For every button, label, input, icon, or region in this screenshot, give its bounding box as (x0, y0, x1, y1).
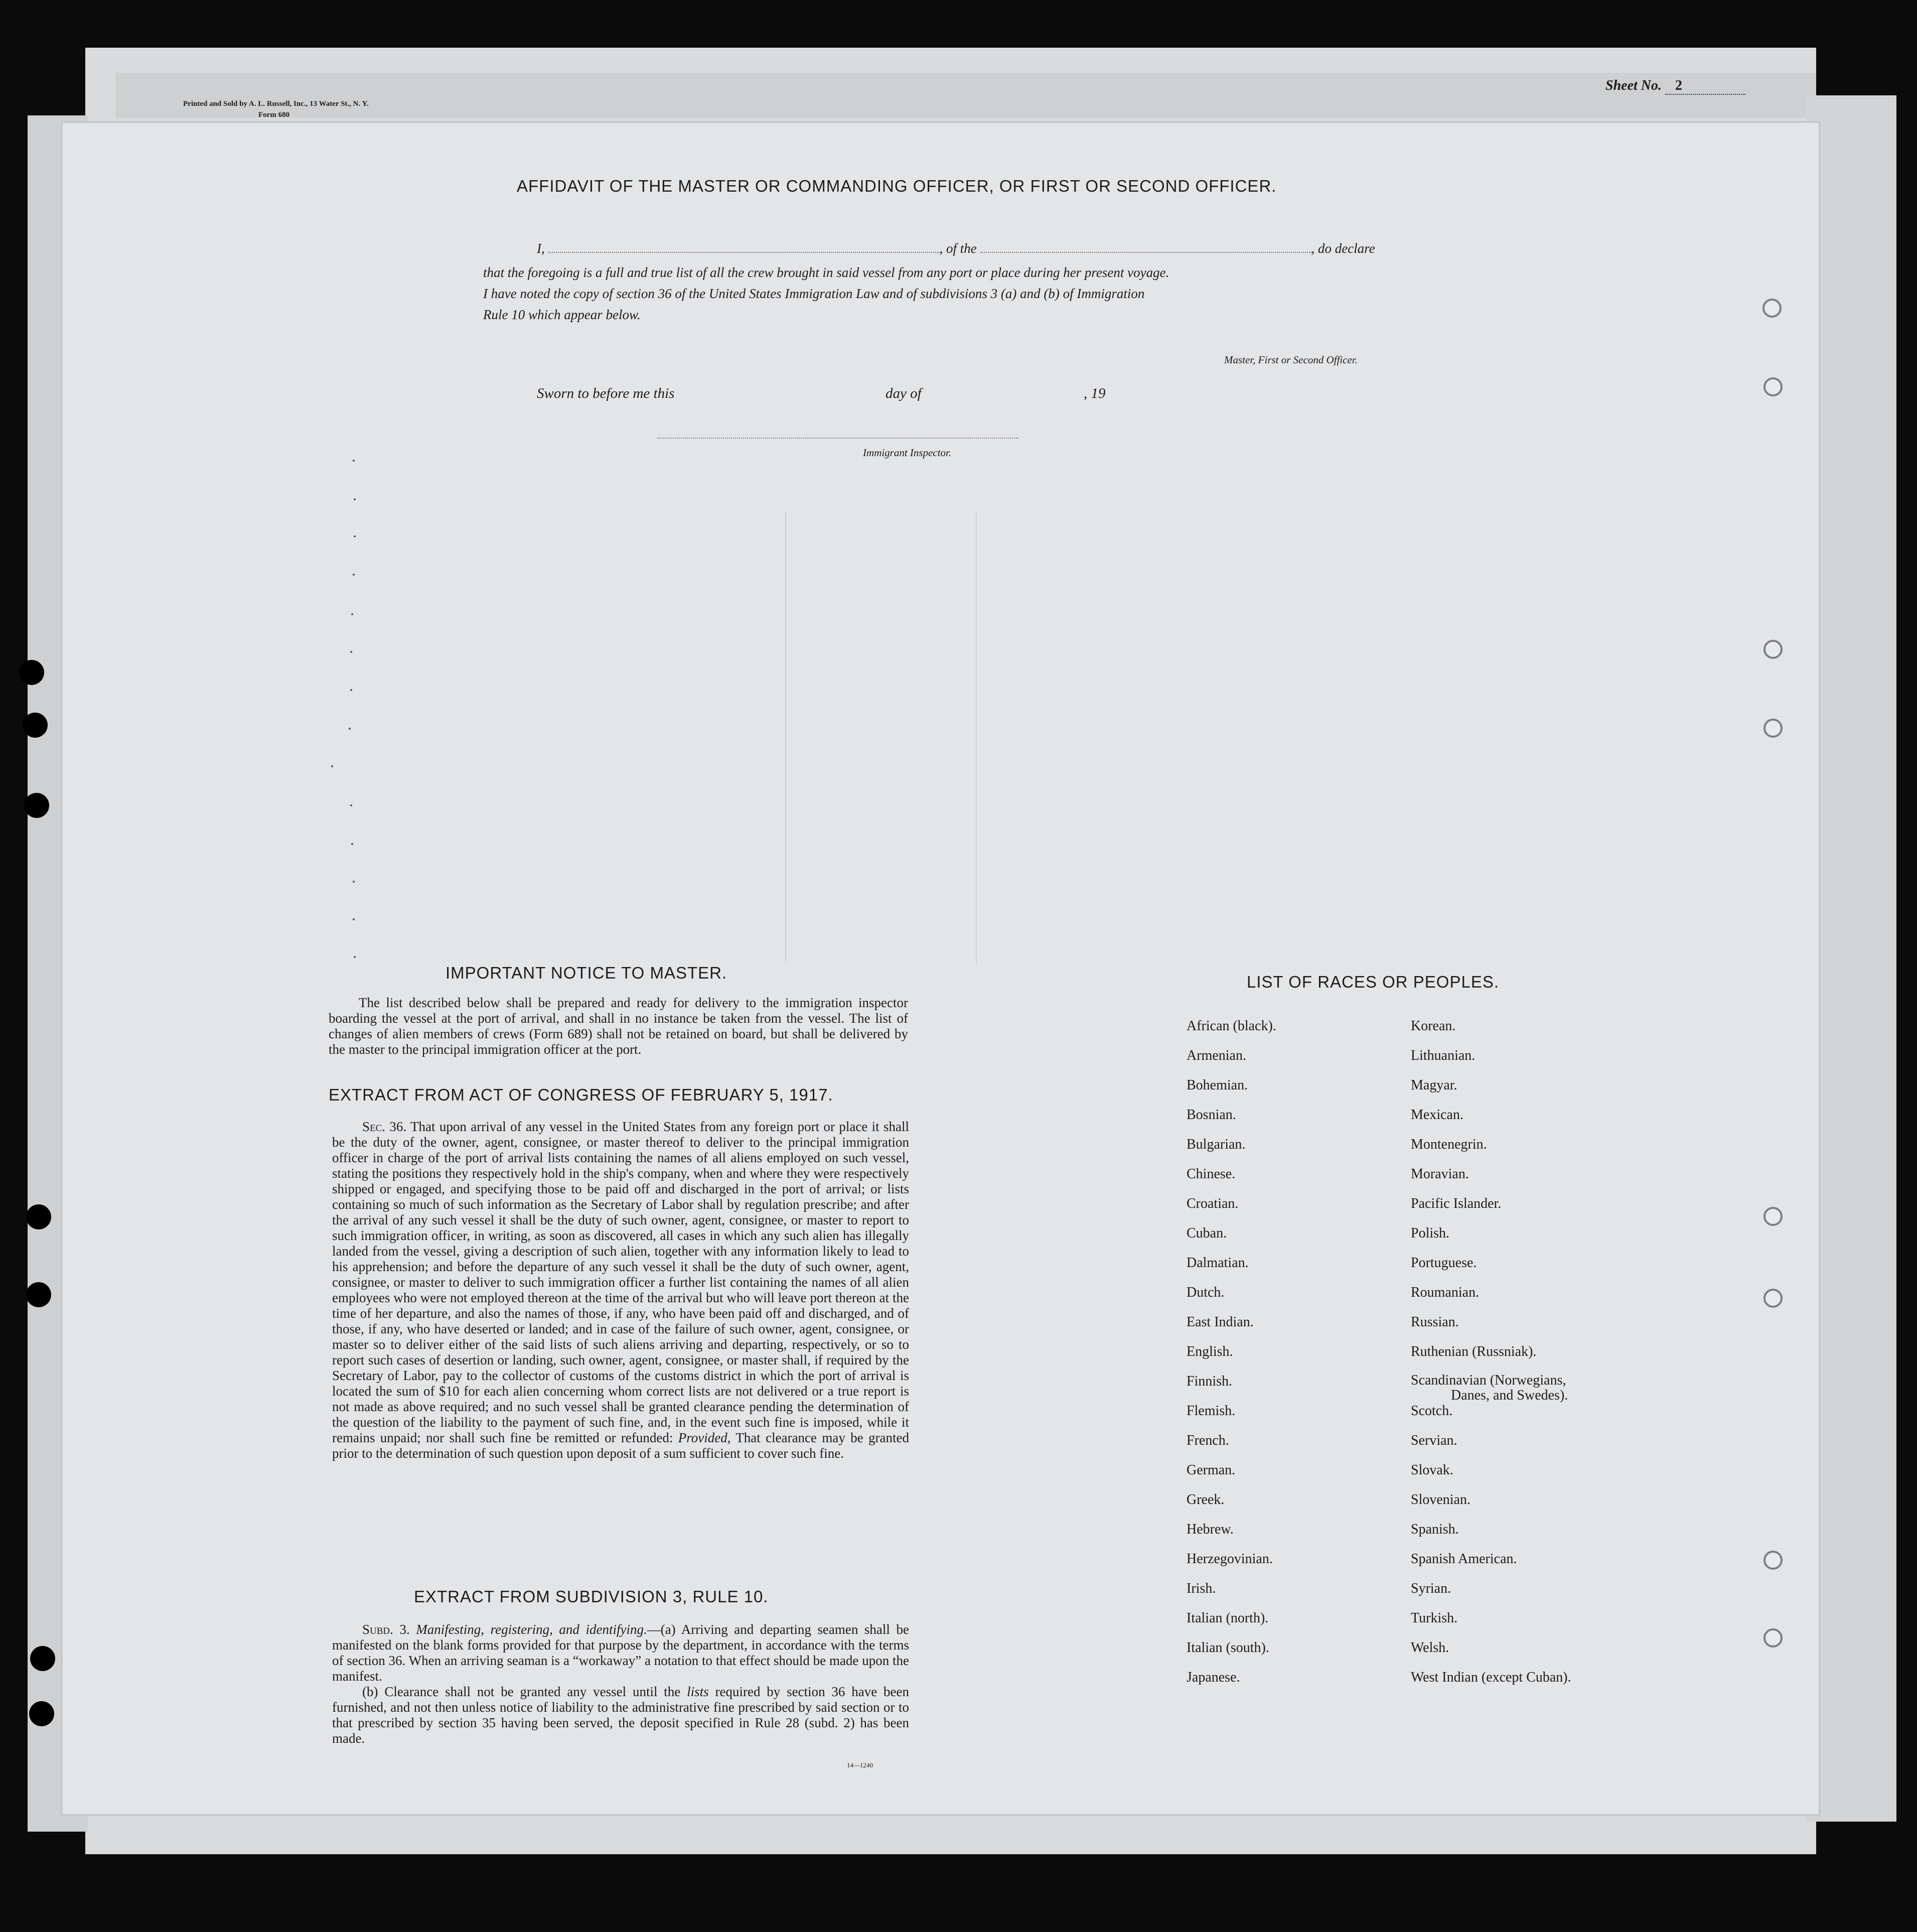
race-item: Mexican. (1411, 1107, 1463, 1123)
sheet-number (1605, 78, 1745, 95)
affidavit-body-line: Rule 10 which appear below. (483, 307, 641, 322)
punch-ring (1762, 299, 1782, 318)
section-label: Sec. 36. (362, 1119, 407, 1134)
affidavit-of-the: , of the (939, 241, 977, 256)
race-item: Chinese. (1187, 1166, 1236, 1182)
race-item: Scotch. (1411, 1403, 1453, 1419)
subdivision-3-text (332, 1622, 909, 1746)
race-item: Greek. (1187, 1492, 1225, 1507)
punch-ring (1763, 1207, 1783, 1226)
notice-text: The list described below shall be prepared and ready for delivery to the immigration inspector boarding the vessel at the port of arrival, and shall in no instance be taken from the vessel. The list of changes of alien members of crews (Form 689) shall not be retained on board, but shall be delivered by the master to the principal immigration officer at the port. (329, 995, 908, 1057)
race-item: Danes, and Swedes). (1451, 1388, 1568, 1403)
race-item: Croatian. (1187, 1196, 1239, 1211)
row-dot (351, 613, 353, 615)
affidavit-body-line: that the foregoing is a full and true list of all the crew brought in said vessel from any port or place during her present voyage. (483, 265, 1169, 280)
printer-imprint (183, 98, 369, 120)
inspector-signature-line (657, 438, 1018, 439)
race-item: African (black). (1187, 1018, 1276, 1034)
row-dot (354, 498, 356, 500)
race-item: Slovenian. (1411, 1492, 1470, 1507)
race-item: Korean. (1411, 1018, 1456, 1034)
race-item: Scandinavian (Norwegians, (1411, 1372, 1566, 1388)
race-item: Bohemian. (1187, 1077, 1248, 1093)
affidavit-body-line: I have noted the copy of section 36 of the United States Immigration Law and of subdivisions 3 (a) and (b) of Immigration (483, 286, 1145, 301)
vessel-blank[interactable] (980, 252, 1311, 253)
row-dot (353, 918, 355, 920)
race-item: West Indian (except Cuban). (1411, 1670, 1571, 1685)
subd-part-b-end: required by section 36 have been furnished, and not then unless notice of liability to the administrative fine prescribed by said section or to that prescribed by section 35 having been served, the deposit specified in Rule 28 (subd. 2) has been made. (332, 1684, 910, 1746)
form-number: Form 680 (258, 111, 290, 119)
binder-hole (26, 1204, 51, 1229)
section-36-end: That clearance may be granted prior to the determination of such question upon deposit of a sum sufficient to cover such fine. (332, 1430, 909, 1461)
row-dot (351, 843, 353, 845)
race-item: Welsh. (1411, 1640, 1449, 1655)
race-item: Armenian. (1187, 1048, 1246, 1063)
binder-hole (19, 660, 44, 685)
binder-hole (30, 1646, 55, 1671)
race-item: Dutch. (1187, 1285, 1225, 1300)
race-item: Bulgarian. (1187, 1137, 1246, 1152)
race-item: Turkish. (1411, 1610, 1458, 1626)
race-item: Spanish. (1411, 1522, 1459, 1537)
punch-ring (1763, 719, 1783, 738)
affidavit-body (483, 262, 1451, 325)
row-dot (331, 765, 333, 767)
race-item: Hebrew. (1187, 1522, 1234, 1537)
row-dot (354, 535, 356, 537)
affidavit-declaration-line (537, 241, 1450, 256)
binder-hole (26, 1282, 51, 1307)
subd-part-b-lists: lists (687, 1684, 709, 1699)
print-code: 14—1240 (847, 1761, 873, 1769)
back-sheet-edge (115, 73, 1816, 118)
signature-label: Master, First or Second Officer. (1224, 354, 1358, 366)
subd-part-b-start: (b) Clearance shall not be granted any vessel until the (362, 1684, 681, 1699)
notice-title: IMPORTANT NOTICE TO MASTER. (446, 963, 727, 982)
races-column-1 (1187, 1018, 1276, 1699)
act-extract-title: EXTRACT FROM ACT OF CONGRESS OF FEBRUARY 5, 1917. (329, 1085, 833, 1104)
race-item: Pacific Islander. (1411, 1196, 1502, 1211)
row-dot (353, 881, 355, 883)
punch-ring (1763, 1551, 1783, 1570)
sworn-year: , 19 (1084, 385, 1106, 401)
sworn-day-of: day of (886, 385, 922, 401)
row-dot (353, 574, 355, 576)
row-dot (354, 956, 356, 958)
column-rule (976, 512, 977, 963)
right-underlying-page (1806, 95, 1896, 1822)
row-dot (353, 460, 355, 462)
race-item: Polish. (1411, 1225, 1450, 1241)
inspector-label: Immigrant Inspector. (863, 447, 952, 459)
race-item: Dalmatian. (1187, 1255, 1249, 1271)
race-item: Irish. (1187, 1581, 1216, 1596)
races-title: LIST OF RACES OR PEOPLES. (1247, 973, 1500, 991)
race-item: Italian (north). (1187, 1610, 1269, 1626)
race-item: Italian (south). (1187, 1640, 1269, 1655)
race-item: Montenegrin. (1411, 1137, 1487, 1152)
race-item: Flemish. (1187, 1403, 1236, 1419)
rule-extract-title: EXTRACT FROM SUBDIVISION 3, RULE 10. (414, 1587, 769, 1606)
race-item: Roumanian. (1411, 1285, 1480, 1300)
section-36-body: That upon arrival of any vessel in the United States from any foreign port or place it shall be the duty of the owner, agent, consignee, or master thereof to deliver to the principal immigration officer in charge of the port of arrival lists containing the names of all aliens employed on such vessel, stating the positions they respectively hold in the ship's company, when and where they were respectively shipped or engaged, and specifying those to be paid off and discharged in the port of arrival; or lists containing so much of such information as the Secretary of Labor shall by regulation prescribe; and after the arrival of any such vessel it shall be the duty of such owner, agent, consignee, or master to report to such immigration officer, in writing, as soon as discovered, all cases in which any such alien has illegally landed from the vessel, giving a description of such alien, together with any information likely to lead to his apprehension; and before the departure of any such vessel it shall be the duty of such owner, agent, consignee, or master to deliver to such immigration officer a further list containing the names of all alien employees who were not employed thereon at the time of the arrival but who will leave port thereon at the time of her departure, and also the names of those, if any, who have been paid off and discharged, and of those, if any, who have deserted or landed; and in case of the failure of such owner, agent, consignee, or master so to deliver either of the said lists of such aliens arriving and departing, respectively, or so to report such cases of desertion or landing, such owner, agent, consignee, or master shall, if required by the Secretary of Labor, pay to the collector of customs of the customs district in which the port of arrival is located the sum of $10 for each alien concerning whom correct lists are not delivered or a true report is not made as above required; and no such vessel shall be granted clearance pending the determination of the question of the liability to the payment of such fine, and, in the event such fine is imposed, while it remains unpaid; nor shall such fine be remitted or refunded: (332, 1119, 910, 1445)
race-item: Japanese. (1187, 1670, 1240, 1685)
section-36-text (332, 1119, 909, 1461)
binder-hole (29, 1701, 54, 1726)
affidavit-i: I, (537, 241, 545, 256)
punch-ring (1763, 377, 1783, 396)
column-rule (785, 512, 786, 963)
race-item: Slovak. (1411, 1462, 1453, 1478)
sworn-prefix: Sworn to before me this (537, 385, 675, 401)
race-item: Syrian. (1411, 1581, 1451, 1596)
affidavit-title: AFFIDAVIT OF THE MASTER OR COMMANDING OFFICER, OR FIRST OR SECOND OFFICER. (517, 177, 1277, 195)
race-item: East Indian. (1187, 1314, 1254, 1330)
punch-ring (1763, 1628, 1783, 1647)
race-item: Finnish. (1187, 1373, 1233, 1389)
race-item: Servian. (1411, 1433, 1457, 1448)
punch-ring (1763, 1289, 1783, 1308)
race-item: English. (1187, 1344, 1233, 1359)
race-item: Herzegovinian. (1187, 1551, 1273, 1567)
race-item: Spanish American. (1411, 1551, 1517, 1567)
race-item: Russian. (1411, 1314, 1459, 1330)
subd-part-a: —(a) Arriving and departing seamen shall be manifested on the blank forms provided for that purpose by the department, in accordance with the terms of section 36. When an arriving seaman is a “workaway” a notation to that effect should be made upon the manifest. (332, 1622, 909, 1684)
race-item: Bosnian. (1187, 1107, 1236, 1123)
binder-hole (23, 713, 48, 738)
printer-line: Printed and Sold by A. L. Russell, Inc., 13 Water St., N. Y. (183, 100, 369, 108)
affidavit-do-declare: , do declare (1311, 241, 1375, 256)
subd-label: Subd. 3. (362, 1622, 410, 1637)
subd-heading: Manifesting, registering, and identifying. (416, 1622, 647, 1637)
race-item: Portuguese. (1411, 1255, 1477, 1271)
punch-ring (1763, 640, 1783, 659)
race-item: Magyar. (1411, 1077, 1457, 1093)
race-item: German. (1187, 1462, 1236, 1478)
name-blank[interactable] (548, 252, 940, 253)
sheet-number-value: 2 (1665, 78, 1745, 95)
race-item: Lithuanian. (1411, 1048, 1476, 1063)
sheet-number-label: Sheet No. (1605, 78, 1662, 93)
race-item: Moravian. (1411, 1166, 1469, 1182)
provided-label: Provided, (678, 1430, 731, 1445)
race-item: French. (1187, 1433, 1229, 1448)
row-dot (350, 689, 352, 691)
race-item: Cuban. (1187, 1225, 1227, 1241)
row-dot (349, 728, 351, 730)
binder-hole (24, 793, 49, 818)
row-dot (350, 804, 352, 806)
races-column-2 (1411, 1018, 1571, 1699)
race-item: Ruthenian (Russniak). (1411, 1344, 1537, 1359)
row-dot (350, 651, 352, 653)
